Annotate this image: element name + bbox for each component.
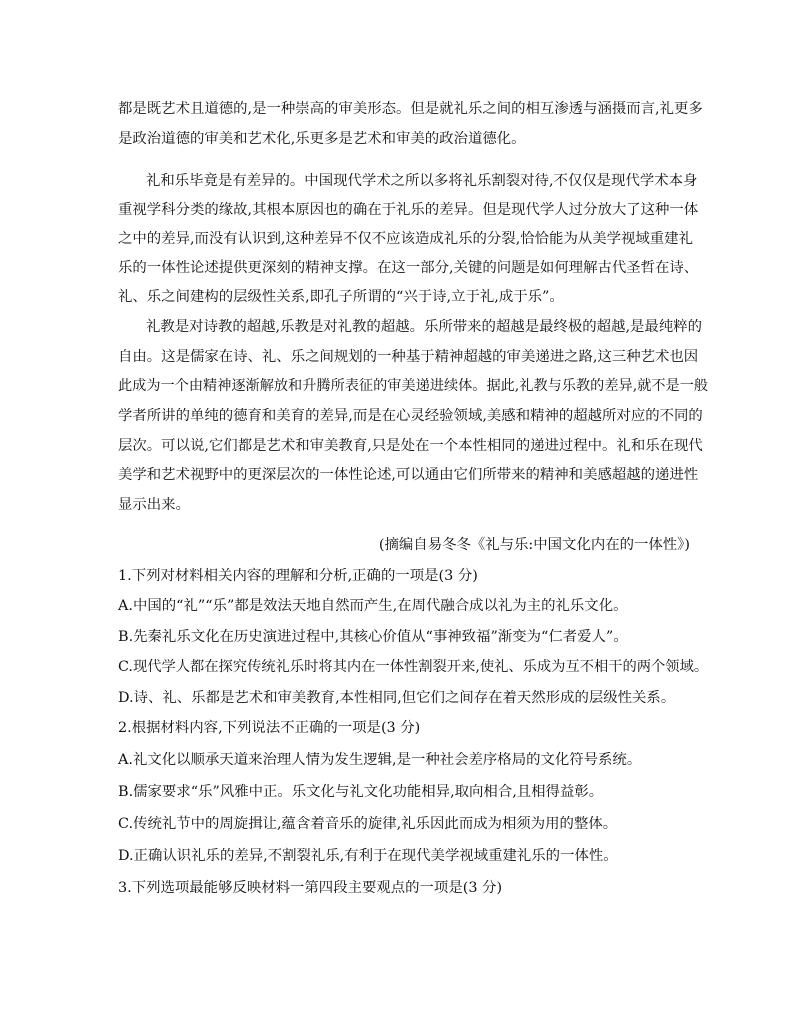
- answer-option: B.儒家要求“乐”风雅中正。乐文化与礼文化功能相异,取向相合,且相得益彰。: [118, 784, 604, 800]
- passage-source: (摘编自易冬冬《礼与乐:中国文化内在的一体性》): [378, 537, 690, 553]
- answer-option: D.诗、礼、乐都是艺术和审美教育,本性相同,但它们之间存在着天然形成的层级性关系。: [118, 690, 676, 706]
- passage-line: 自由。这是儒家在诗、礼、乐之间规划的一种基于精神超越的审美递进之路,这三种艺术也因: [118, 349, 699, 365]
- answer-option: C.传统礼节中的周旋揖让,蕴含着音乐的旋律,礼乐因此而成为相须为用的整体。: [118, 816, 618, 832]
- answer-option: B.先秦礼乐文化在历史演进过程中,其核心价值从“事神致福”渐变为“仁者爱人”。: [118, 629, 628, 645]
- answer-option: A.礼文化以顺承天道来治理人情为发生逻辑,是一种社会差序格局的文化符号系统。: [118, 752, 642, 768]
- answer-option: C.现代学人都在探究传统礼乐时将其内在一体性割裂开来,使礼、乐成为互不相干的两个领域。: [118, 659, 709, 675]
- answer-option: D.正确认识礼乐的差异,不割裂礼乐,有利于在现代美学视域重建礼乐的一体性。: [118, 848, 618, 864]
- passage-line: 是政治道德的审美和艺术化,乐更多是艺术和审美的政治道德化。: [118, 131, 526, 147]
- passage-line: 之中的差异,而没有认识到,这种差异不仅不应该造成礼乐的分裂,恰恰能为从美学视域重建礼: [118, 231, 693, 247]
- passage-line: 礼、乐之间建构的层级性关系,即孔子所谓的“兴于诗,立于礼,成于乐”。: [118, 289, 564, 305]
- passage-line: 美学和艺术视野中的更深层次的一体性论述,可以通由它们所带来的精神和美感超越的递进性: [118, 467, 699, 483]
- passage-line: 乐的一体性论述提供更深刻的精神支撑。在这一部分,关键的问题是如何理解古代圣哲在诗、: [118, 260, 699, 276]
- passage-line: 重视学科分类的缘故,其根本原因也的确在于礼乐的差异。但是现代学人过分放大了这种一体: [118, 202, 699, 218]
- passage-line: 此成为一个由精神逐渐解放和升腾所表征的审美递进续体。据此,礼教与乐教的差异,就不是一般: [118, 378, 709, 394]
- question-stem: 2.根据材料内容,下列说法不正确的一项是(3 分): [118, 720, 421, 736]
- passage-line: 显示出来。: [118, 497, 190, 513]
- question-stem: 3.下列选项最能够反映材料一第四段主要观点的一项是(3 分): [118, 880, 503, 896]
- passage-line: 学者所讲的单纯的德育和美育的差异,而是在心灵经验领域,美感和精神的超越所对应的不同的: [118, 408, 703, 424]
- passage-line: 礼和乐毕竟是有差异的。中国现代学术之所以多将礼乐割裂对待,不仅仅是现代学术本身: [146, 173, 698, 189]
- passage-line: 礼教是对诗教的超越,乐教是对礼教的超越。乐所带来的超越是最终极的超越,是最纯粹的: [146, 319, 702, 335]
- passage-line: 都是既艺术且道德的,是一种崇高的审美形态。但是就礼乐之间的相互渗透与涵摄而言,礼更多: [118, 101, 703, 117]
- answer-option: A.中国的“礼”“乐”都是效法天地自然而产生,在周代融合成以礼为主的礼乐文化。: [118, 598, 628, 614]
- passage-line: 层次。可以说,它们都是艺术和审美教育,只是处在一个本性相同的递进过程中。礼和乐在现代: [118, 438, 703, 454]
- question-stem: 1.下列对材料相关内容的理解和分析,正确的一项是(3 分): [118, 568, 478, 584]
